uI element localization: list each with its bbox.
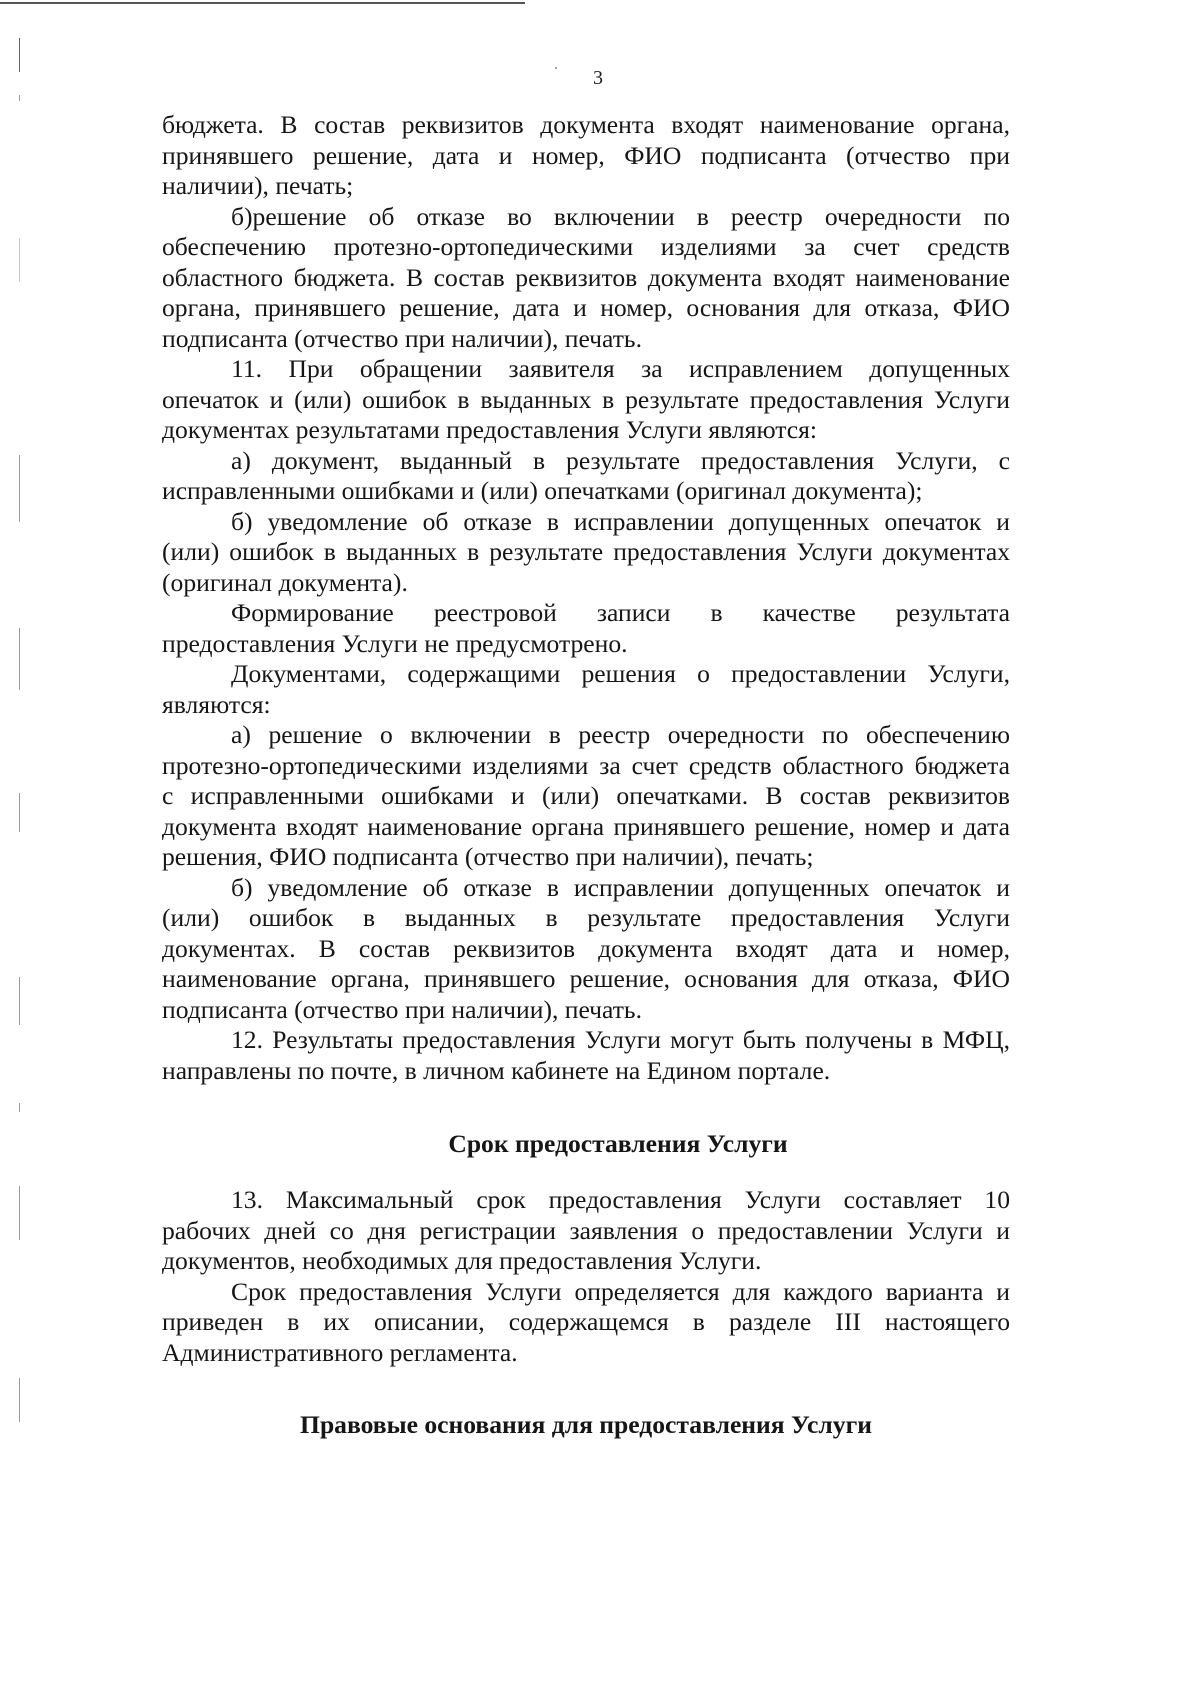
text-line: а) решение о включении в реестр очередности по обеспечению — [231, 720, 1010, 749]
paragraph — [162, 598, 1010, 659]
text-line: решения, ФИО подписанта (отчество при наличии), печать; — [162, 842, 814, 871]
paragraph — [162, 1277, 1010, 1369]
text-line: 13. Максимальный срок предоставления Услуги составляет 10 — [231, 1185, 1010, 1214]
text-line: протезно-ортопедическими изделиями за счет средств областного бюджета — [162, 750, 1010, 780]
scan-mark — [19, 455, 20, 522]
text-line: Документами, содержащими решения о предоставлении Услуги, — [231, 659, 1010, 688]
scan-mark — [19, 628, 20, 690]
body-section-1 — [162, 110, 1010, 1086]
text-line: бюджета. В состав реквизитов документа входят наименование органа, — [162, 110, 1010, 139]
text-line: наличии), печать; — [162, 171, 354, 200]
paragraph — [162, 202, 1010, 355]
text-line: обеспечению протезно-ортопедическими изделиями за счет средств — [162, 232, 1010, 261]
text-line: (или) ошибок в выданных в результате предоставления Услуги документах — [162, 537, 1010, 566]
paragraph — [162, 446, 1010, 507]
paragraph — [162, 1025, 1010, 1086]
text-line: 11. При обращении заявителя за исправлением допущенных — [231, 354, 1010, 383]
text-line: наименование органа, принявшего решение, основания для отказа, ФИО — [162, 964, 1010, 993]
text-line: документах. В состав реквизитов документа входят дата и номер, — [162, 933, 1010, 963]
text-line: приведен в их описании, содержащемся в разделе III настоящего — [162, 1307, 1010, 1336]
body-section-2 — [162, 1185, 1010, 1368]
scan-mark — [19, 793, 20, 832]
scan-mark — [19, 38, 20, 72]
text-line: рабочих дней со дня регистрации заявления о предоставлении Услуги и — [162, 1215, 1010, 1245]
scan-mark — [19, 1378, 20, 1422]
text-line: опечаток и (или) ошибок в выданных в результате предоставления Услуги — [162, 384, 1010, 414]
paragraph — [162, 354, 1010, 446]
text-line: являются: — [162, 689, 271, 719]
text-line: областного бюджета. В состав реквизитов документа входят наименование — [162, 262, 1010, 292]
text-line: с исправленными ошибками и (или) опечатками. В состав реквизитов — [162, 781, 1010, 810]
text-line: Формирование реестровой записи в качестве результата — [231, 598, 1010, 627]
page-number: 3 — [593, 67, 603, 89]
text-line: а) документ, выданный в результате предоставления Услуги, с — [231, 445, 1010, 475]
scan-mark — [19, 95, 20, 101]
section-heading: Срок предоставления Услуги — [448, 1129, 788, 1158]
paragraph — [162, 110, 1010, 202]
text-line: органа, принявшего решение, дата и номер, основания для отказа, ФИО — [162, 293, 1010, 322]
text-line: 12. Результаты предоставления Услуги могут быть получены в МФЦ, — [231, 1025, 1010, 1054]
text-line: б) уведомление об отказе в исправлении допущенных опечаток и — [231, 506, 1010, 536]
paragraph — [162, 507, 1010, 599]
paragraph — [162, 659, 1010, 720]
scan-speck — [555, 67, 557, 69]
paragraph — [162, 720, 1010, 873]
scan-mark — [19, 1186, 20, 1240]
text-line: принявшего решение, дата и номер, ФИО подписанта (отчество при — [162, 140, 1010, 170]
paragraph — [162, 1185, 1010, 1277]
text-line: документа входят наименование органа принявшего решение, номер и дата — [162, 811, 1010, 841]
text-line: б) уведомление об отказе в исправлении допущенных опечаток и — [231, 872, 1010, 902]
text-line: исправленными ошибками и (или) опечатками (оригинал документа); — [162, 476, 923, 505]
text-line: (оригинал документа). — [162, 567, 408, 597]
text-line: (или) ошибок в выданных в результате предоставления Услуги — [162, 903, 1010, 932]
scan-mark — [19, 977, 20, 1025]
text-line: Административного регламента. — [162, 1337, 518, 1367]
scan-edge-line — [0, 2, 525, 4]
section-heading: Правовые основания для предоставления Услуги — [300, 1410, 872, 1439]
scan-mark — [19, 1103, 20, 1112]
text-line: б)решение об отказе во включении в реестр очередности по — [231, 201, 1010, 231]
scan-mark — [19, 238, 20, 282]
text-line: подписанта (отчество при наличии), печать. — [162, 323, 643, 353]
text-line: направлены по почте, в личном кабинете на Едином портале. — [162, 1055, 831, 1085]
text-line: документов, необходимых для предоставления Услуги. — [162, 1246, 762, 1275]
text-line: подписанта (отчество при наличии), печать. — [162, 994, 643, 1024]
text-line: Срок предоставления Услуги определяется для каждого варианта и — [231, 1276, 1010, 1306]
text-line: документах результатами предоставления Услуги являются: — [162, 415, 817, 444]
text-line: предоставления Услуги не предусмотрено. — [162, 628, 628, 658]
paragraph — [162, 873, 1010, 1026]
